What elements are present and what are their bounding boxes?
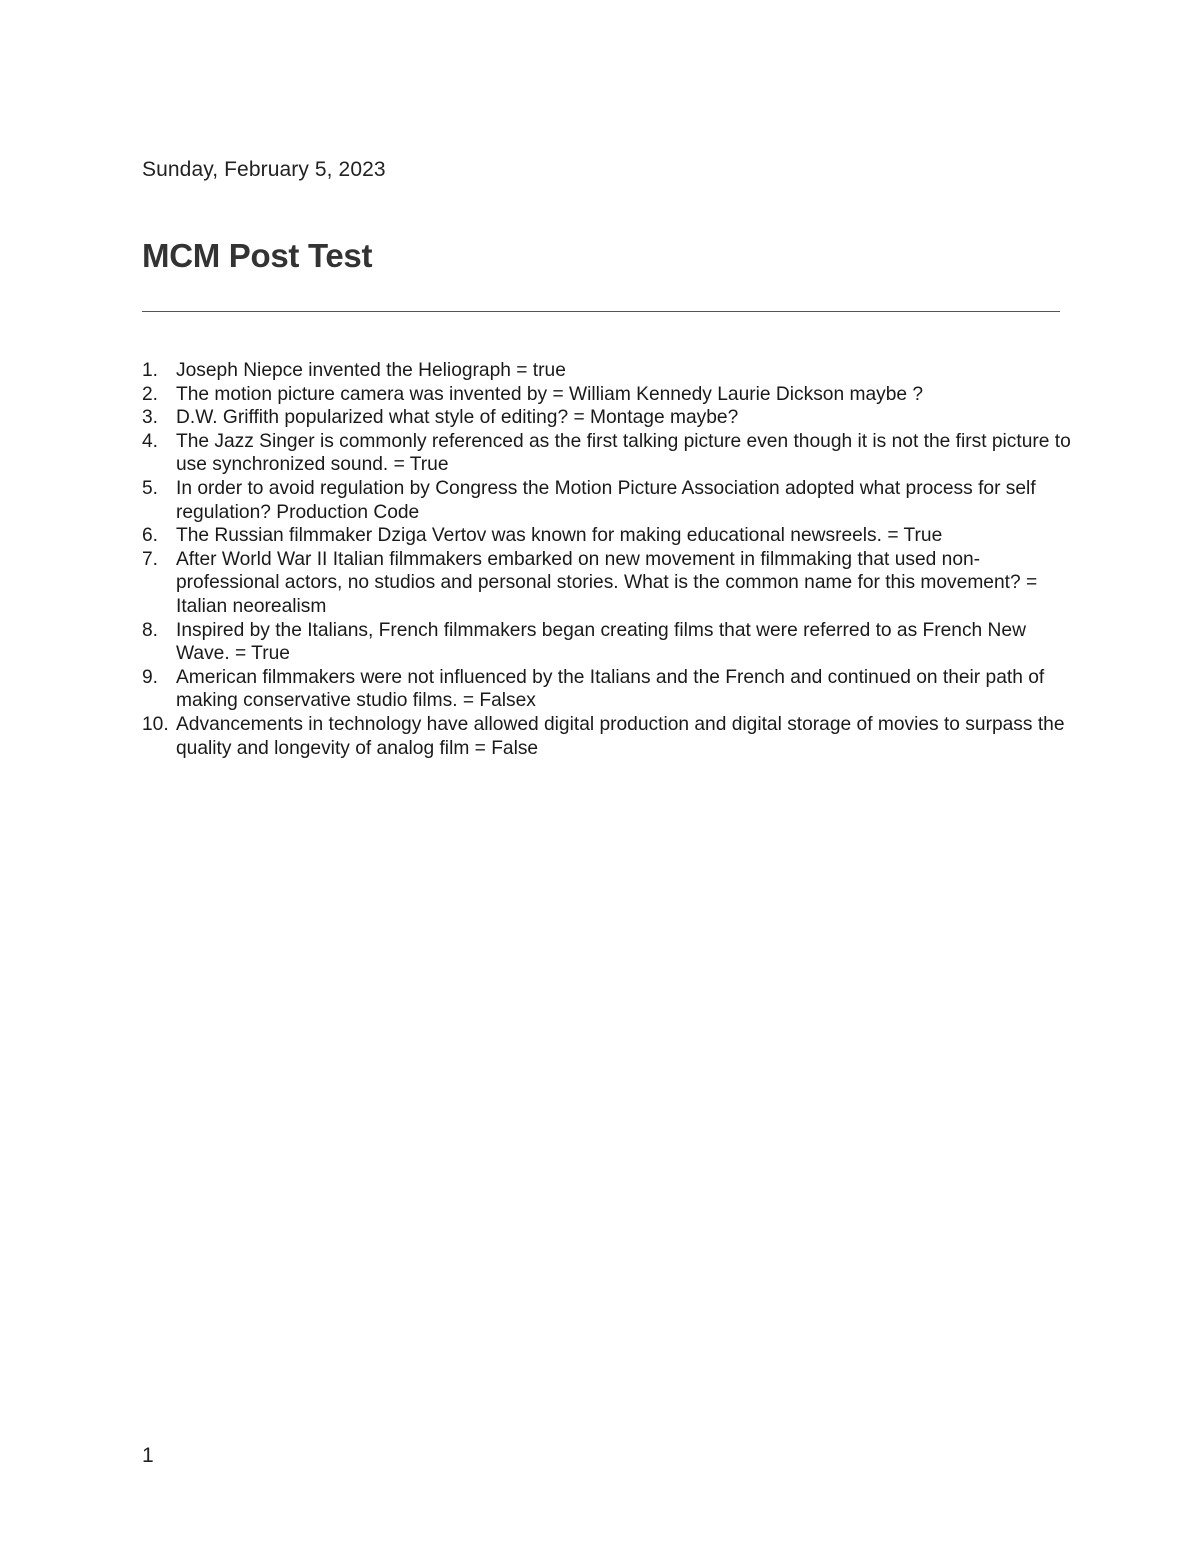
item-text: Inspired by the Italians, French filmmakers began creating films that were referred to as French New Wave. = True xyxy=(176,619,1026,665)
item-text: After World War II Italian filmmakers embarked on new movement in filmmaking that used non-professional actors, no studios and personal stories. What is the common name for this movement? = Italian neorealism xyxy=(176,548,1038,617)
item-number: 8. xyxy=(142,619,159,641)
question-list xyxy=(142,359,1072,760)
item-number: 5. xyxy=(142,477,159,499)
list-item xyxy=(142,430,1072,477)
list-item xyxy=(142,383,1072,407)
item-text: D.W. Griffith popularized what style of editing? = Montage maybe? xyxy=(176,407,739,429)
item-text: The Russian filmmaker Dziga Vertov was known for making educational newsreels. = True xyxy=(176,525,943,547)
list-item xyxy=(142,548,1072,619)
title-divider xyxy=(142,311,1060,312)
list-item xyxy=(142,666,1072,713)
list-item xyxy=(142,359,1072,383)
list-item xyxy=(142,619,1072,666)
item-number: 10. xyxy=(142,713,169,735)
document-date: Sunday, February 5, 2023 xyxy=(142,158,386,181)
item-number: 7. xyxy=(142,548,159,570)
item-text: In order to avoid regulation by Congress the Motion Picture Association adopted what process for self regulation? Production Code xyxy=(176,477,1036,523)
item-text: The motion picture camera was invented by = William Kennedy Laurie Dickson maybe ? xyxy=(176,383,924,405)
item-number: 9. xyxy=(142,666,159,688)
list-item xyxy=(142,524,1072,548)
item-number: 1. xyxy=(142,360,159,381)
item-number: 2. xyxy=(142,383,159,405)
item-text: American filmmakers were not influenced by the Italians and the French and continued on their path of making conservative studio films. = Falsex xyxy=(176,666,1045,712)
item-number: 3. xyxy=(142,407,159,429)
item-text: Joseph Niepce invented the Heliograph = true xyxy=(176,360,566,381)
list-item xyxy=(142,477,1072,524)
page-number: 1 xyxy=(142,1444,154,1467)
item-text: Advancements in technology have allowed digital production and digital storage of movies to surpass the quality and longevity of analog film = False xyxy=(176,713,1065,759)
page-title: MCM Post Test xyxy=(142,237,373,274)
list-item xyxy=(142,406,1072,430)
item-number: 4. xyxy=(142,430,159,452)
item-text: The Jazz Singer is commonly referenced as the first talking picture even though it is not the first picture to use synchronized sound. = True xyxy=(176,430,1071,476)
list-item xyxy=(142,713,1072,760)
item-number: 6. xyxy=(142,525,159,547)
